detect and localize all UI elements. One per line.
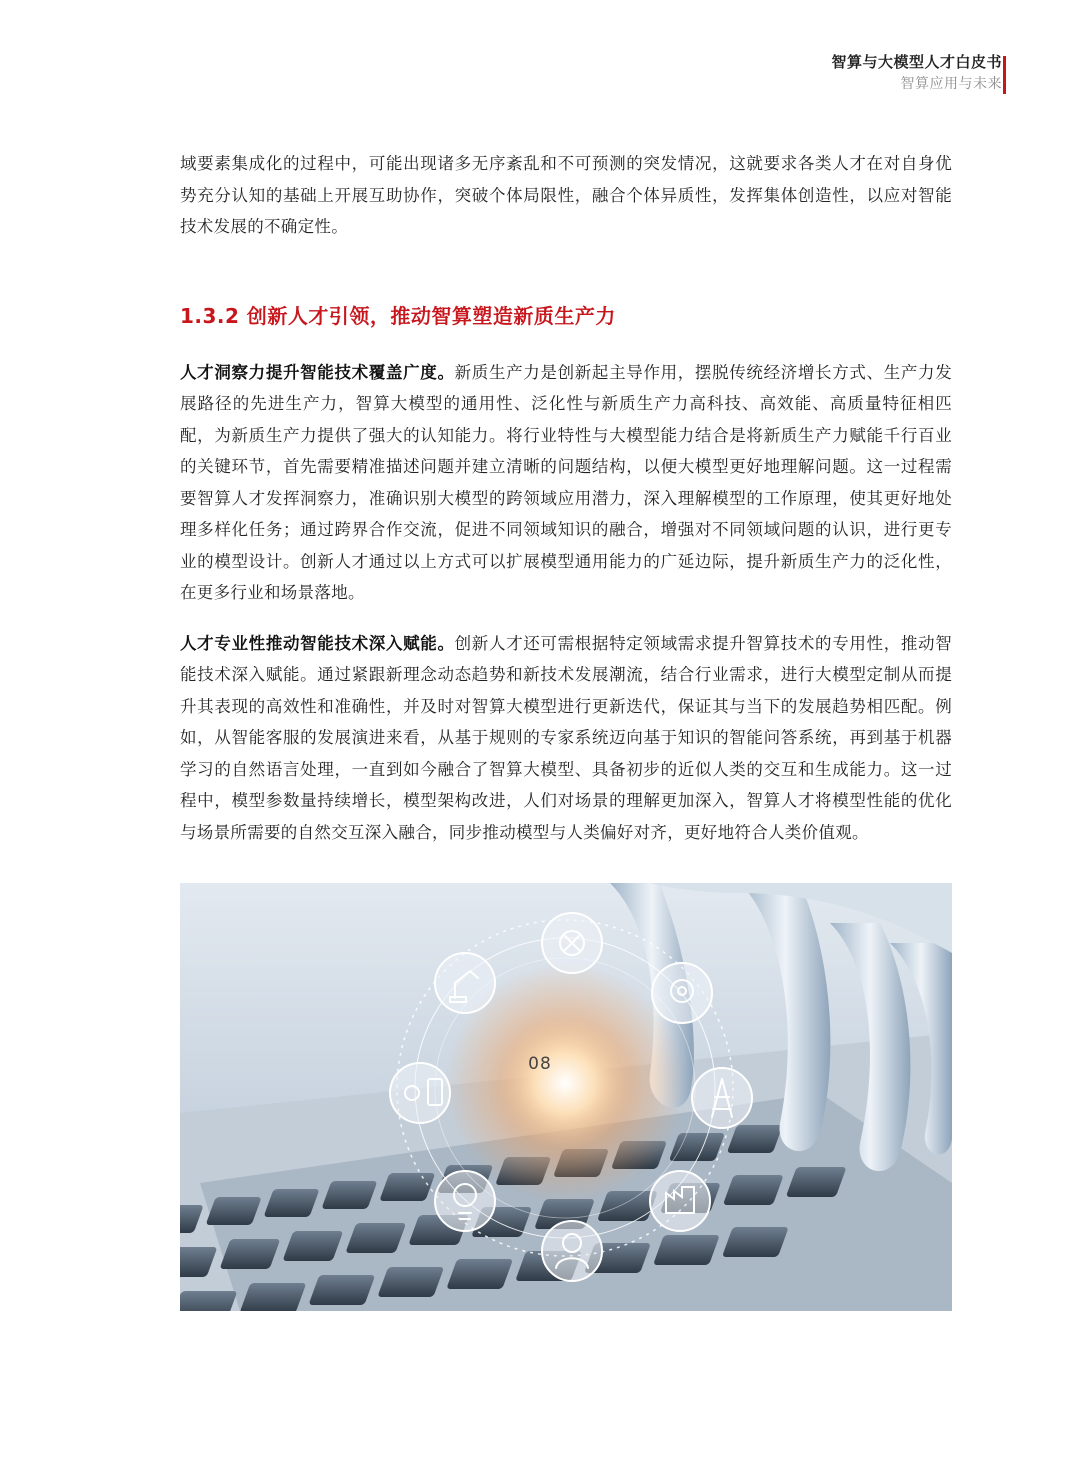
ai-hand-laptop-image — [180, 883, 952, 1311]
paragraph-insight — [180, 357, 952, 609]
paragraph-lead: 人才洞察力提升智能技术覆盖广度。 — [180, 362, 455, 382]
header-title: 智算与大模型人才白皮书 — [831, 53, 1002, 71]
paragraph-body: 创新人才还可需根据特定领域需求提升智算技术的专用性，推动智能技术深入赋能。通过紧跟新理念动态趋势和新技术发展潮流，结合行业需求，进行大模型定制从而提升其表现的高效性和准确性，并及时对智算大模型进行更新迭代，保证其与当下的发展趋势相匹配。例如，从智能客服的发展演进来看，从基于规则的专家系统迈向基于知识的智能问答系统，再到基于机器学习的自然语言处理，一直到如今融合了智算大模型、具备初步的近似人类的交互和生成能力。这一过程中，模型参数量持续增长，模型架构改进，人们对场景的理解更加深入，智算人才将模型性能的优化与场景所需要的自然交互深入融合，同步推动模型与人类偏好对齐，更好地符合人类价值观。 — [180, 633, 952, 842]
paragraph-body: 新质生产力是创新起主导作用，摆脱传统经济增长方式、生产力发展路径的先进生产力，智算大模型的通用性、泛化性与新质生产力高科技、高效能、高质量特征相匹配，为新质生产力提供了强大的认知能力。将行业特性与大模型能力结合是将新质生产力赋能千行百业的关键环节，首先需要精准描述问题并建立清晰的问题结构，以便大模型更好地理解问题。这一过程需要智算人才发挥洞察力，准确识别大模型的跨领域应用潜力，深入理解模型的工作原理，使其更好地处理多样化任务；通过跨界合作交流，促进不同领域知识的融合，增强对不同领域问题的认识，进行更专业的模型设计。创新人才通过以上方式可以扩展模型通用能力的广延边际，提升新质生产力的泛化性，在更多行业和场景落地。 — [180, 362, 952, 602]
paragraph-expertise — [180, 628, 952, 849]
main-content — [180, 148, 952, 867]
head-brain-icon — [652, 963, 712, 1023]
factory-icon — [650, 1171, 710, 1231]
intro-paragraph: 域要素集成化的过程中，可能出现诸多无序紊乱和不可预测的突发情况，这就要求各类人才在对自身优势充分认知的基础上开展互助协作，突破个体局限性，融合个体异质性，发挥集体创造性，以应对智能技术发展的不确定性。 — [180, 154, 952, 236]
header-accent-bar — [1003, 56, 1006, 94]
section-title: 1.3.2 创新人才引领，推动智算塑造新质生产力 — [180, 303, 616, 328]
paragraph-lead: 人才专业性推动智能技术深入赋能。 — [180, 633, 455, 653]
robot-arm-icon — [435, 953, 495, 1013]
illustration-svg — [180, 883, 952, 1311]
page-header — [831, 52, 1002, 94]
page-number: 08 — [528, 1054, 552, 1074]
lightbulb-gear-icon — [435, 1171, 495, 1231]
header-subtitle: 智算应用与未来 — [900, 76, 1002, 92]
